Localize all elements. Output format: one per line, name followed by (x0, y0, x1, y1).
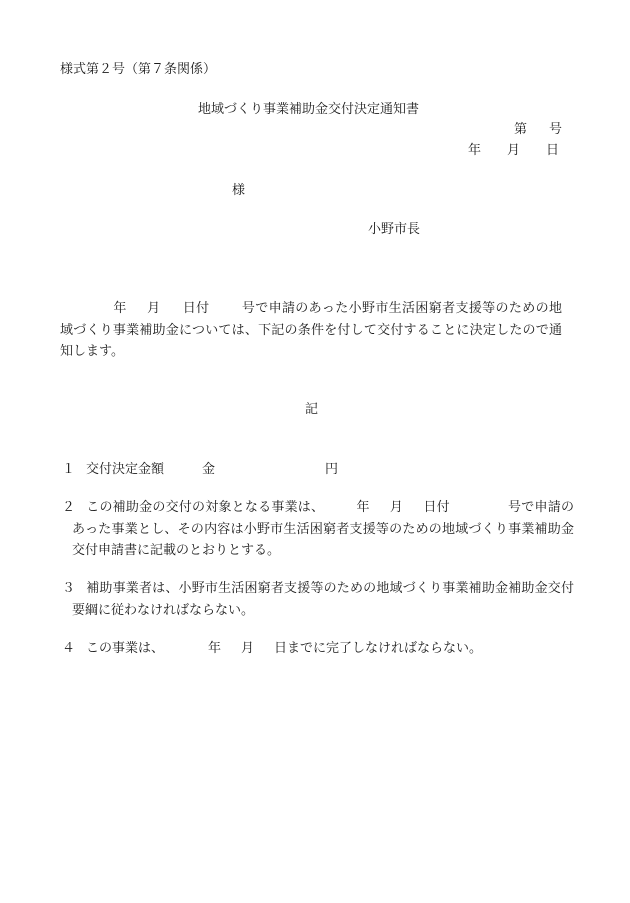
item-1-kin: 金 (202, 462, 216, 477)
date-month-label: 月 (507, 143, 521, 158)
item-4-text-b: 日までに完了しなければならない。 (274, 641, 483, 656)
item-number: ３ (62, 581, 76, 596)
number-prefix: 第 (513, 122, 527, 137)
number-suffix: 号 (548, 122, 562, 137)
item-1-label: 交付決定金額 (86, 462, 165, 477)
addressee: 様 (232, 183, 246, 198)
item-2-year: 年 (356, 500, 370, 515)
date-day-label: 日 (546, 143, 560, 158)
item-number: ４ (62, 641, 76, 656)
condition-item-4 (62, 638, 574, 660)
body-day-suffix: 日付 (182, 301, 210, 316)
body-text: 号で申請のあった小野市生活困窮者支援等のための地域づくり事業補助金については、下記の条件を付して交付することに決定したので通知します。 (60, 301, 562, 359)
notice-body (60, 298, 562, 363)
document-number-line (510, 120, 562, 140)
item-number: ２ (62, 500, 76, 515)
condition-item-2 (62, 497, 574, 562)
issuer-name: 小野市長 (368, 222, 421, 237)
item-4-year: 年 (208, 641, 222, 656)
date-year-label: 年 (468, 143, 482, 158)
form-number: 様式第２号（第７条関係） (60, 62, 217, 77)
item-2-month: 月 (389, 500, 404, 515)
item-2-text-a: この補助金の交付の対象となる事業は、 (86, 500, 325, 515)
item-2-day: 日付 (423, 500, 450, 515)
body-month: 月 (146, 301, 161, 316)
body-year: 年 (113, 301, 127, 316)
condition-item-3 (62, 578, 574, 621)
item-2-text-b: 号で申請のあった事業とし、その内容は小野市生活困窮者支援等のための地域づくり事業補助金交付申請書に記載のとおりとする。 (72, 500, 574, 558)
issue-date-line (468, 141, 559, 161)
item-3-text: 補助事業者は、小野市生活困窮者支援等のための地域づくり事業補助金補助金交付要綱に従わなければならない。 (72, 581, 574, 618)
document-title: 地域づくり事業補助金交付決定通知書 (198, 102, 420, 117)
item-4-month: 月 (241, 641, 255, 656)
condition-item-1 (62, 459, 574, 481)
item-4-text-a: この事業は、 (86, 641, 165, 656)
item-1-yen: 円 (325, 462, 339, 477)
item-number: １ (62, 462, 76, 477)
ki-heading: 記 (305, 402, 319, 417)
